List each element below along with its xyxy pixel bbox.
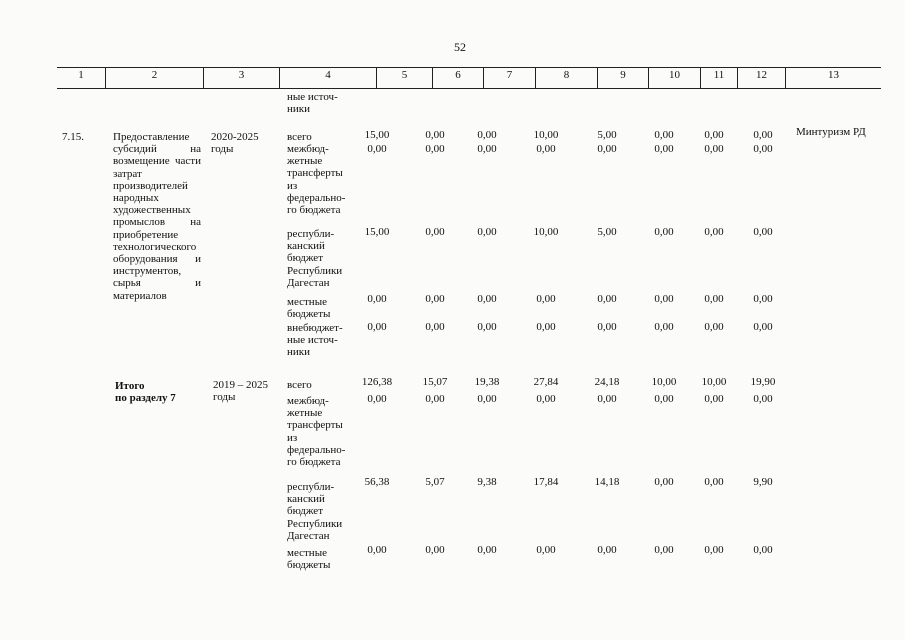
total-source-republic: республи- канский бюджет Республики Дагестан [287,481,343,542]
row-7-15-value-r2-c6: 0,00 [425,143,445,155]
header-col-5: 5 [376,68,432,88]
total-value-r1-c7: 19,38 [474,376,500,388]
row-7-15-value-r4-c10: 0,00 [654,293,674,305]
total-value-r2-c9: 0,00 [597,393,617,405]
row-7-15-value-r1-c12: 0,00 [753,129,773,141]
row-7-15-value-r4-c12: 0,00 [753,293,773,305]
row-7-15-source-federal: межбюд- жетные трансферты из федерально- го бюджета [287,143,346,217]
row-7-15-value-r3-c12: 0,00 [753,226,773,238]
row-7-15-source-republic: республи- канский бюджет Республики Дагестан [287,228,343,289]
row-7-15-value-r3-c6: 0,00 [425,226,445,238]
header-col-2: 2 [105,68,203,88]
total-years: 2019 – 2025 годы [213,379,268,404]
row-7-15-value-r2-c5: 0,00 [367,143,387,155]
total-value-r3-c11: 0,00 [704,476,724,488]
total-value-r2-c5: 0,00 [367,393,387,405]
row-7-15-name: Предоставление субсидий на возмещение части затрат производителей народных художественных промыслов на приобретение технологического оборудования и инструментов, сырья и материалов [113,131,201,302]
row-7-15-value-r3-c9: 5,00 [597,226,617,238]
row-7-15-source-extrabudget: внебюджет- ные источ- ники [287,322,343,359]
row-7-15-value-r5-c7: 0,00 [477,321,497,333]
row-7-15-value-r2-c11: 0,00 [704,143,724,155]
total-value-r4-c5: 0,00 [367,544,387,556]
row-7-15-value-r5-c12: 0,00 [753,321,773,333]
row-7-15-number: 7.15. [62,131,84,143]
row-7-15-value-r5-c8: 0,00 [536,321,556,333]
total-value-r1-c9: 24,18 [594,376,620,388]
total-value-r4-c10: 0,00 [654,544,674,556]
row-7-15-source-local: местные бюджеты [287,296,331,321]
header-col-1: 1 [78,69,84,81]
row-7-15-value-r1-c11: 0,00 [704,129,724,141]
total-value-r3-c5: 56,38 [364,476,390,488]
row-7-15-value-r1-c9: 5,00 [597,129,617,141]
row-7-15-value-r2-c9: 0,00 [597,143,617,155]
table-header-row [57,67,881,89]
row-7-15-value-r5-c6: 0,00 [425,321,445,333]
total-value-r4-c9: 0,00 [597,544,617,556]
total-value-r3-c8: 17,84 [533,476,559,488]
total-value-r2-c8: 0,00 [536,393,556,405]
row-7-15-value-r2-c8: 0,00 [536,143,556,155]
header-col-10: 10 [648,68,700,88]
row-7-15-value-r3-c11: 0,00 [704,226,724,238]
total-value-r1-c5: 126,38 [361,376,393,388]
row-7-15-years: 2020-2025 годы [211,131,259,156]
row-7-15-source-total: всего [287,131,312,143]
header-col-12: 12 [737,68,785,88]
continuation-source: ные источ- ники [287,91,338,116]
row-7-15-value-r4-c11: 0,00 [704,293,724,305]
total-name: Итого по разделу 7 [115,380,176,405]
row-7-15-value-r1-c6: 0,00 [425,129,445,141]
row-7-15-value-r3-c5: 15,00 [364,226,390,238]
total-source-local: местные бюджеты [287,547,331,572]
row-7-15-value-r1-c10: 0,00 [654,129,674,141]
row-7-15-value-r5-c10: 0,00 [654,321,674,333]
total-value-r2-c7: 0,00 [477,393,497,405]
row-7-15-value-r5-c5: 0,00 [367,321,387,333]
row-7-15-value-r1-c5: 15,00 [364,129,390,141]
row-7-15-value-r2-c12: 0,00 [753,143,773,155]
page-number: 52 [454,40,466,54]
total-value-r4-c11: 0,00 [704,544,724,556]
row-7-15-value-r3-c8: 10,00 [533,226,559,238]
row-7-15-value-r3-c10: 0,00 [654,226,674,238]
total-value-r4-c12: 0,00 [753,544,773,556]
header-col-4: 4 [279,68,376,88]
header-col-3: 3 [203,68,279,88]
total-value-r3-c12: 9,90 [753,476,773,488]
total-value-r4-c6: 0,00 [425,544,445,556]
row-7-15-value-r2-c10: 0,00 [654,143,674,155]
row-7-15-value-r5-c11: 0,00 [704,321,724,333]
total-value-r1-c6: 15,07 [422,376,448,388]
total-value-r2-c11: 0,00 [704,393,724,405]
total-value-r4-c7: 0,00 [477,544,497,556]
row-7-15-value-r2-c7: 0,00 [477,143,497,155]
row-7-15-value-r4-c9: 0,00 [597,293,617,305]
total-value-r3-c10: 0,00 [654,476,674,488]
row-7-15-value-r1-c8: 10,00 [533,129,559,141]
total-value-r1-c10: 10,00 [651,376,677,388]
total-source-total: всего [287,379,312,391]
row-7-15-value-r4-c8: 0,00 [536,293,556,305]
header-col-7: 7 [483,68,535,88]
total-value-r3-c6: 5,07 [425,476,445,488]
header-col-9: 9 [597,68,648,88]
row-7-15-value-r1-c7: 0,00 [477,129,497,141]
total-value-r3-c7: 9,38 [477,476,497,488]
total-source-federal: межбюд- жетные трансферты из федерально- го бюджета [287,395,346,469]
total-value-r3-c9: 14,18 [594,476,620,488]
row-7-15-value-r4-c6: 0,00 [425,293,445,305]
total-value-r1-c12: 19,90 [750,376,776,388]
total-value-r2-c12: 0,00 [753,393,773,405]
total-value-r2-c10: 0,00 [654,393,674,405]
header-col-6: 6 [432,68,483,88]
total-value-r1-c8: 27,84 [533,376,559,388]
row-7-15-executor: Минтуризм РД [796,126,866,138]
header-col-11: 11 [700,68,737,88]
total-value-r2-c6: 0,00 [425,393,445,405]
total-value-r4-c8: 0,00 [536,544,556,556]
header-col-13: 13 [785,68,881,88]
row-7-15-value-r4-c7: 0,00 [477,293,497,305]
total-value-r1-c11: 10,00 [701,376,727,388]
row-7-15-value-r3-c7: 0,00 [477,226,497,238]
header-col-8: 8 [535,68,597,88]
row-7-15-value-r5-c9: 0,00 [597,321,617,333]
row-7-15-value-r4-c5: 0,00 [367,293,387,305]
